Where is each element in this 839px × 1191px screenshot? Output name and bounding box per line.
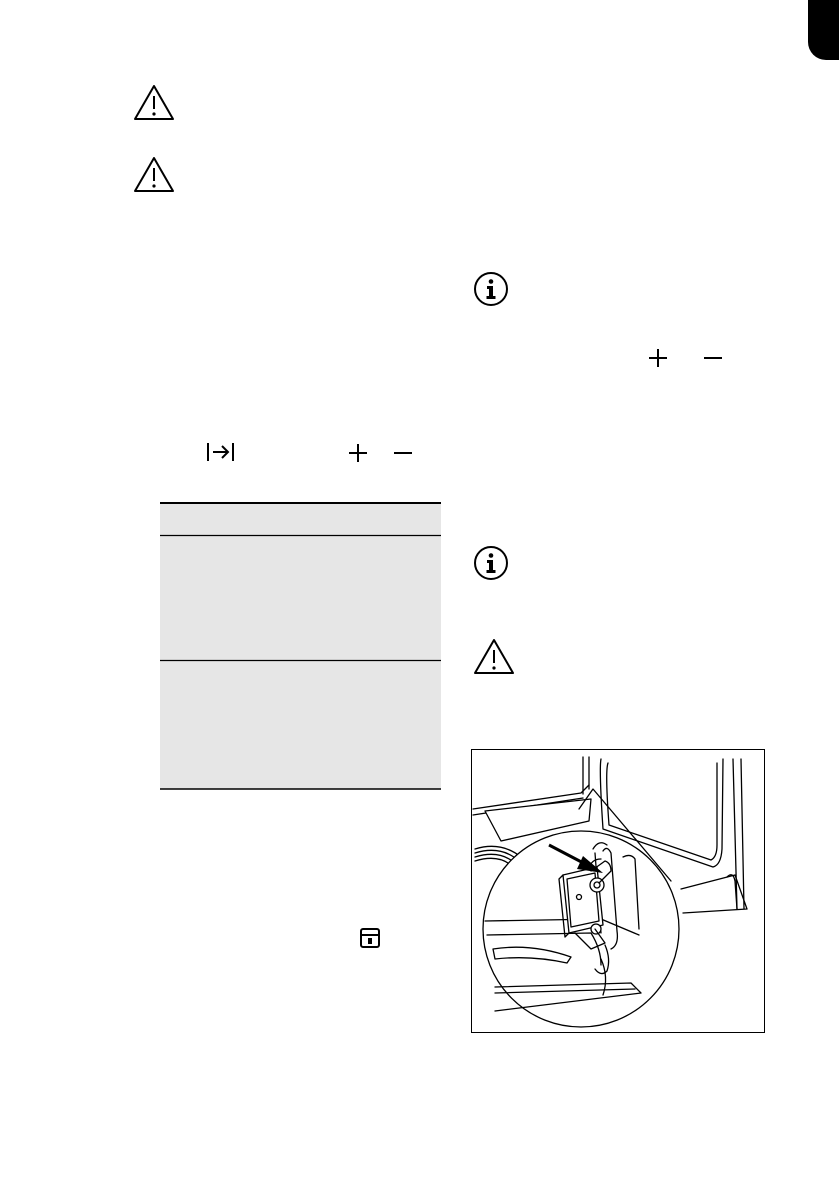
settings-table (160, 502, 441, 790)
skip-to-end-icon (206, 441, 236, 463)
table-row (160, 661, 441, 789)
warning-triangle-icon (473, 638, 515, 676)
minus-icon (703, 348, 723, 368)
door-lock-icon (359, 927, 381, 949)
warning-triangle-icon (133, 84, 175, 122)
info-circle-icon (473, 271, 509, 307)
table-row (160, 536, 441, 660)
info-circle-icon (473, 545, 509, 581)
plus-icon (348, 443, 368, 463)
plus-icon (648, 348, 668, 368)
warning-triangle-icon (133, 156, 175, 194)
minus-icon (393, 443, 413, 463)
hinge-illustration (471, 749, 765, 1033)
table-header (160, 502, 441, 535)
page-edge-tab (808, 0, 839, 60)
